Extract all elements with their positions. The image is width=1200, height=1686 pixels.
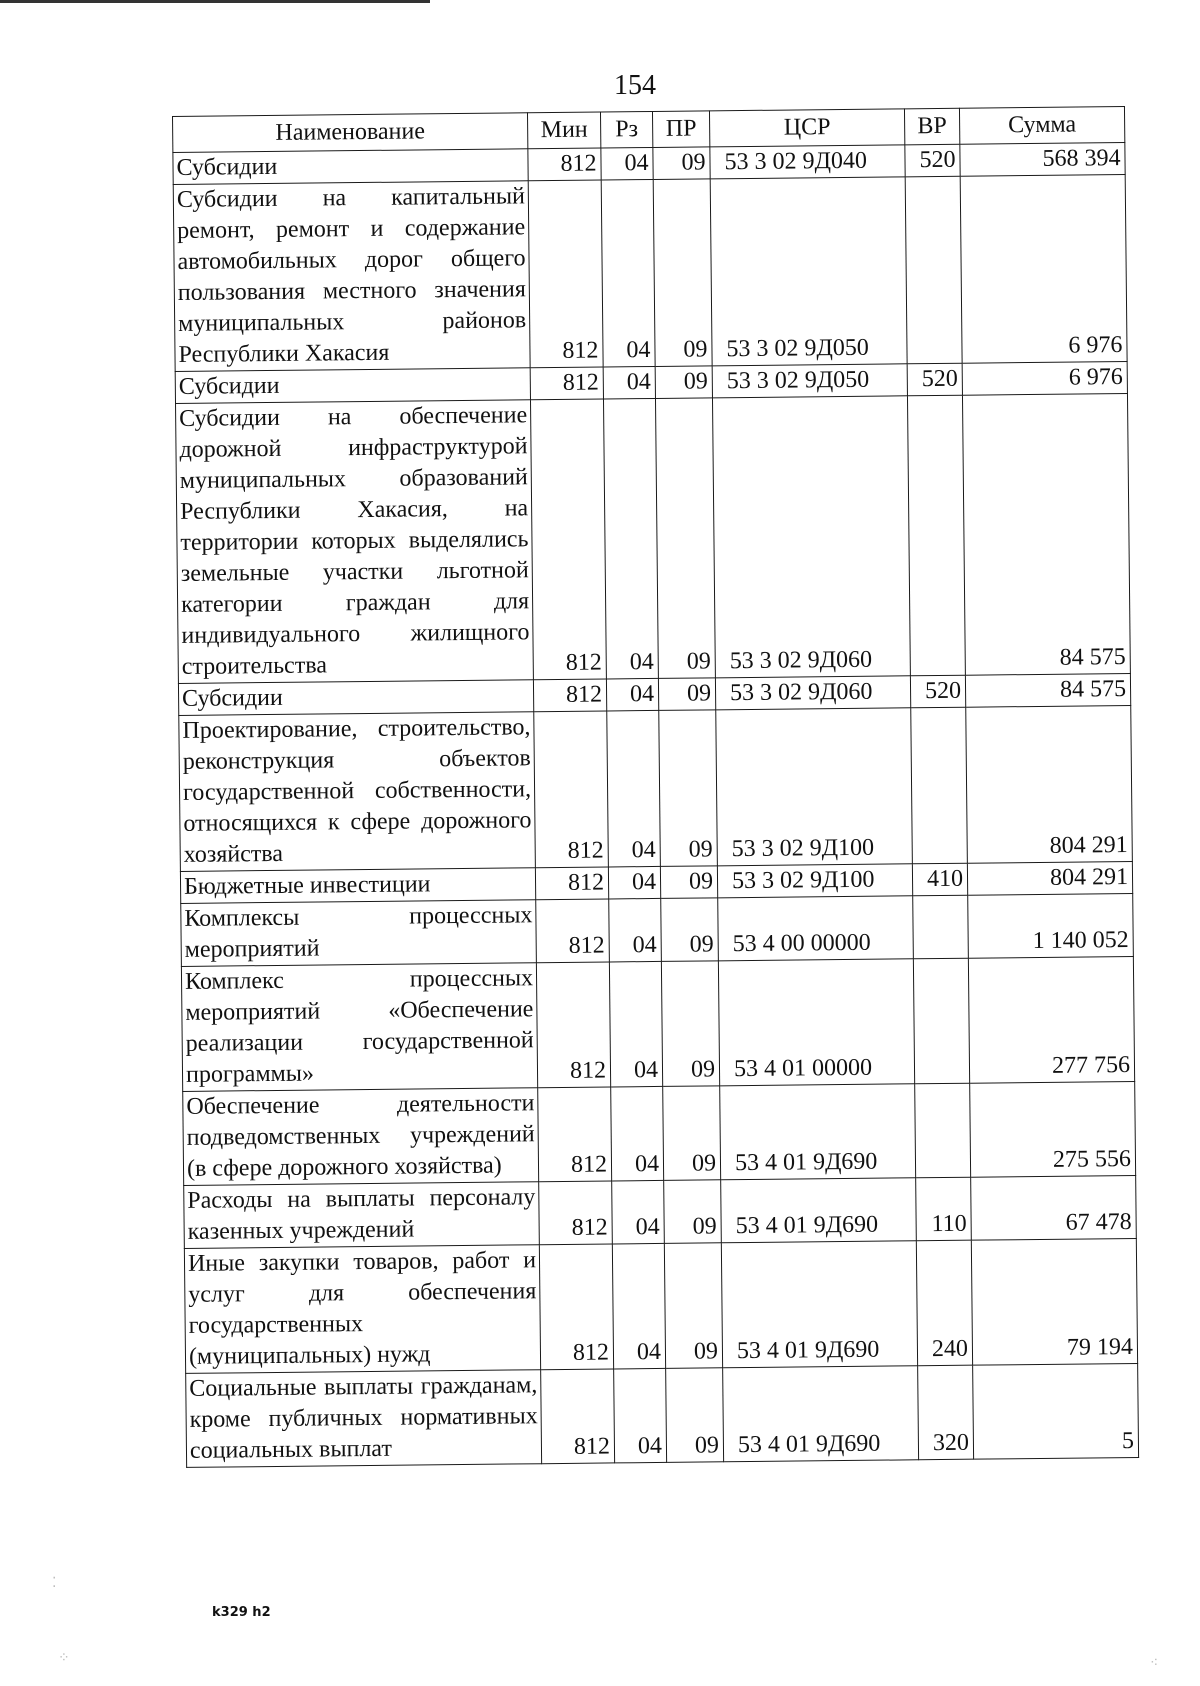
cell-vr (911, 707, 968, 864)
cell-csr: 53 4 01 9Д690 (721, 1241, 917, 1368)
cell-rz: 04 (609, 898, 662, 962)
cell-csr: 53 3 02 9Д060 (712, 396, 910, 678)
cell-pr: 09 (655, 366, 712, 399)
cell-pr: 09 (666, 1368, 724, 1463)
cell-vr (913, 958, 969, 1084)
cell-sum: 275 556 (970, 1081, 1136, 1177)
footer-code: k329 h2 (212, 1605, 271, 1620)
cell-csr: 53 4 01 9Д690 (720, 1084, 916, 1180)
cell-vr: 520 (905, 144, 960, 177)
cell-min: 812 (539, 1181, 613, 1245)
cell-sum: 79 194 (971, 1238, 1137, 1365)
cell-name: Бюджетные инвестиции (180, 868, 535, 904)
cell-min: 812 (528, 148, 601, 181)
table-row (181, 893, 1134, 966)
cell-min: 812 (538, 1087, 612, 1182)
cell-rz: 04 (601, 147, 653, 180)
cell-rz: 04 (601, 179, 655, 367)
cell-name: Комплексы процессных мероприятий (181, 900, 537, 967)
cell-csr: 53 3 02 9Д050 (712, 364, 907, 398)
cell-min: 812 (535, 867, 608, 900)
cell-csr: 53 3 02 9Д100 (716, 708, 913, 866)
cell-name: Субсидии на обеспечение дорожной инфраструктурой муниципальных образований Республики Хакасия, на территории которых выделялись земельные участки льготной категории граждан для индивидуального жилищного строительства (176, 400, 534, 684)
cell-csr: 53 3 02 9Д060 (715, 676, 910, 710)
scan-noise: ⁖ (1150, 1655, 1159, 1671)
table-row (184, 1238, 1137, 1373)
cell-pr: 09 (655, 398, 715, 679)
header-pr: ПР (652, 111, 709, 148)
cell-csr: 53 4 00 00000 (718, 896, 914, 961)
cell-pr: 09 (664, 1243, 722, 1369)
cell-min: 812 (541, 1369, 615, 1464)
scan-noise: ⁚ (52, 1575, 57, 1591)
cell-name: Обеспечение деятельности подведомственных учреждений (в сфере дорожного хозяйства) (183, 1088, 539, 1186)
cell-name: Субсидии (173, 149, 528, 185)
cell-pr: 09 (661, 898, 719, 962)
cell-sum: 6 976 (962, 362, 1127, 396)
scan-noise: ⁘ (58, 1650, 70, 1666)
cell-rz: 04 (608, 866, 660, 899)
cell-name: Иные закупки товаров, работ и услуг для обеспечения государственных (муниципальных) нужд (184, 1245, 540, 1374)
cell-vr (905, 176, 962, 364)
cell-vr (913, 895, 969, 959)
cell-sum: 277 756 (968, 956, 1134, 1083)
cell-name: Субсидии на капитальный ремонт, ремонт и содержание автомобильных дорог общего пользования местного значения муниципальных районов Республики Хакасия (173, 181, 530, 372)
header-vr: ВР (904, 108, 959, 145)
cell-sum: 568 394 (960, 143, 1125, 177)
header-name: Наименование (173, 113, 528, 153)
cell-name: Расходы на выплаты персоналу казенных учреждений (184, 1182, 540, 1249)
cell-vr: 520 (907, 363, 962, 396)
cell-sum: 1 140 052 (968, 893, 1134, 958)
cell-name: Субсидии (175, 368, 530, 404)
cell-sum: 84 575 (965, 673, 1130, 707)
cell-csr: 53 3 02 9Д040 (710, 145, 905, 179)
cell-min: 812 (536, 899, 610, 963)
cell-csr: 53 3 02 9Д100 (717, 864, 912, 898)
table-row (184, 1175, 1137, 1248)
cell-vr: 520 (910, 675, 965, 708)
cell-min: 812 (534, 711, 609, 868)
cell-rz: 04 (603, 398, 658, 679)
cell-sum: 6 976 (960, 175, 1127, 364)
header-sum: Сумма (959, 107, 1124, 145)
cell-rz: 04 (612, 1243, 665, 1369)
table-row (176, 394, 1131, 684)
cell-sum: 804 291 (966, 705, 1133, 863)
table-row (186, 1363, 1139, 1467)
cell-min: 812 (530, 399, 606, 680)
cell-sum: 804 291 (967, 861, 1132, 895)
cell-pr: 09 (653, 179, 712, 367)
cell-min: 812 (539, 1244, 613, 1370)
cell-min: 812 (528, 180, 603, 368)
cell-rz: 04 (611, 1086, 664, 1181)
cell-pr: 09 (659, 710, 718, 867)
table-row (181, 956, 1134, 1091)
cell-csr: 53 4 01 00000 (718, 959, 914, 1086)
cell-name: Проектирование, строительство, реконструкция объектов государственной собственности, относящихся к сфере дорожного хозяйства (179, 712, 536, 872)
cell-rz: 04 (612, 1180, 665, 1244)
cell-vr (907, 395, 965, 676)
cell-rz: 04 (606, 678, 658, 711)
table-row (173, 175, 1127, 372)
cell-vr: 110 (916, 1177, 972, 1241)
cell-rz: 04 (614, 1368, 667, 1463)
cell-min: 812 (533, 679, 606, 712)
table-row (179, 705, 1133, 871)
table-row (183, 1081, 1136, 1185)
table-body (173, 143, 1139, 1468)
cell-min: 812 (536, 962, 610, 1088)
cell-pr: 09 (658, 678, 715, 711)
cell-pr: 09 (660, 866, 717, 899)
header-min: Мин (527, 112, 600, 149)
cell-vr (915, 1083, 971, 1178)
scan-edge-line (0, 0, 430, 3)
cell-sum: 84 575 (962, 394, 1130, 676)
cell-rz: 04 (603, 366, 655, 399)
cell-rz: 04 (607, 710, 661, 867)
page-number: 154 (614, 70, 656, 101)
cell-vr: 240 (916, 1240, 972, 1366)
cell-vr: 410 (912, 863, 967, 896)
cell-pr: 09 (653, 147, 710, 180)
cell-sum: 67 478 (971, 1175, 1137, 1240)
header-csr: ЦСР (709, 109, 904, 147)
cell-pr: 09 (661, 961, 719, 1087)
cell-min: 812 (530, 367, 603, 400)
cell-name: Комплекс процессных мероприятий «Обеспечение реализации государственной программы» (181, 963, 537, 1092)
cell-name: Субсидии (178, 680, 533, 716)
cell-rz: 04 (609, 961, 662, 1087)
cell-name: Социальные выплаты гражданам, кроме публичных нормативных социальных выплат (186, 1370, 542, 1468)
cell-csr: 53 4 01 9Д690 (723, 1366, 919, 1462)
cell-sum: 5 (973, 1363, 1139, 1459)
cell-pr: 09 (663, 1086, 721, 1181)
cell-vr: 320 (918, 1365, 974, 1460)
header-rz: Рз (600, 111, 652, 148)
cell-pr: 09 (664, 1180, 722, 1244)
cell-csr: 53 4 01 9Д690 (721, 1178, 917, 1243)
cell-csr: 53 3 02 9Д050 (710, 177, 907, 366)
budget-table (172, 106, 1139, 1468)
